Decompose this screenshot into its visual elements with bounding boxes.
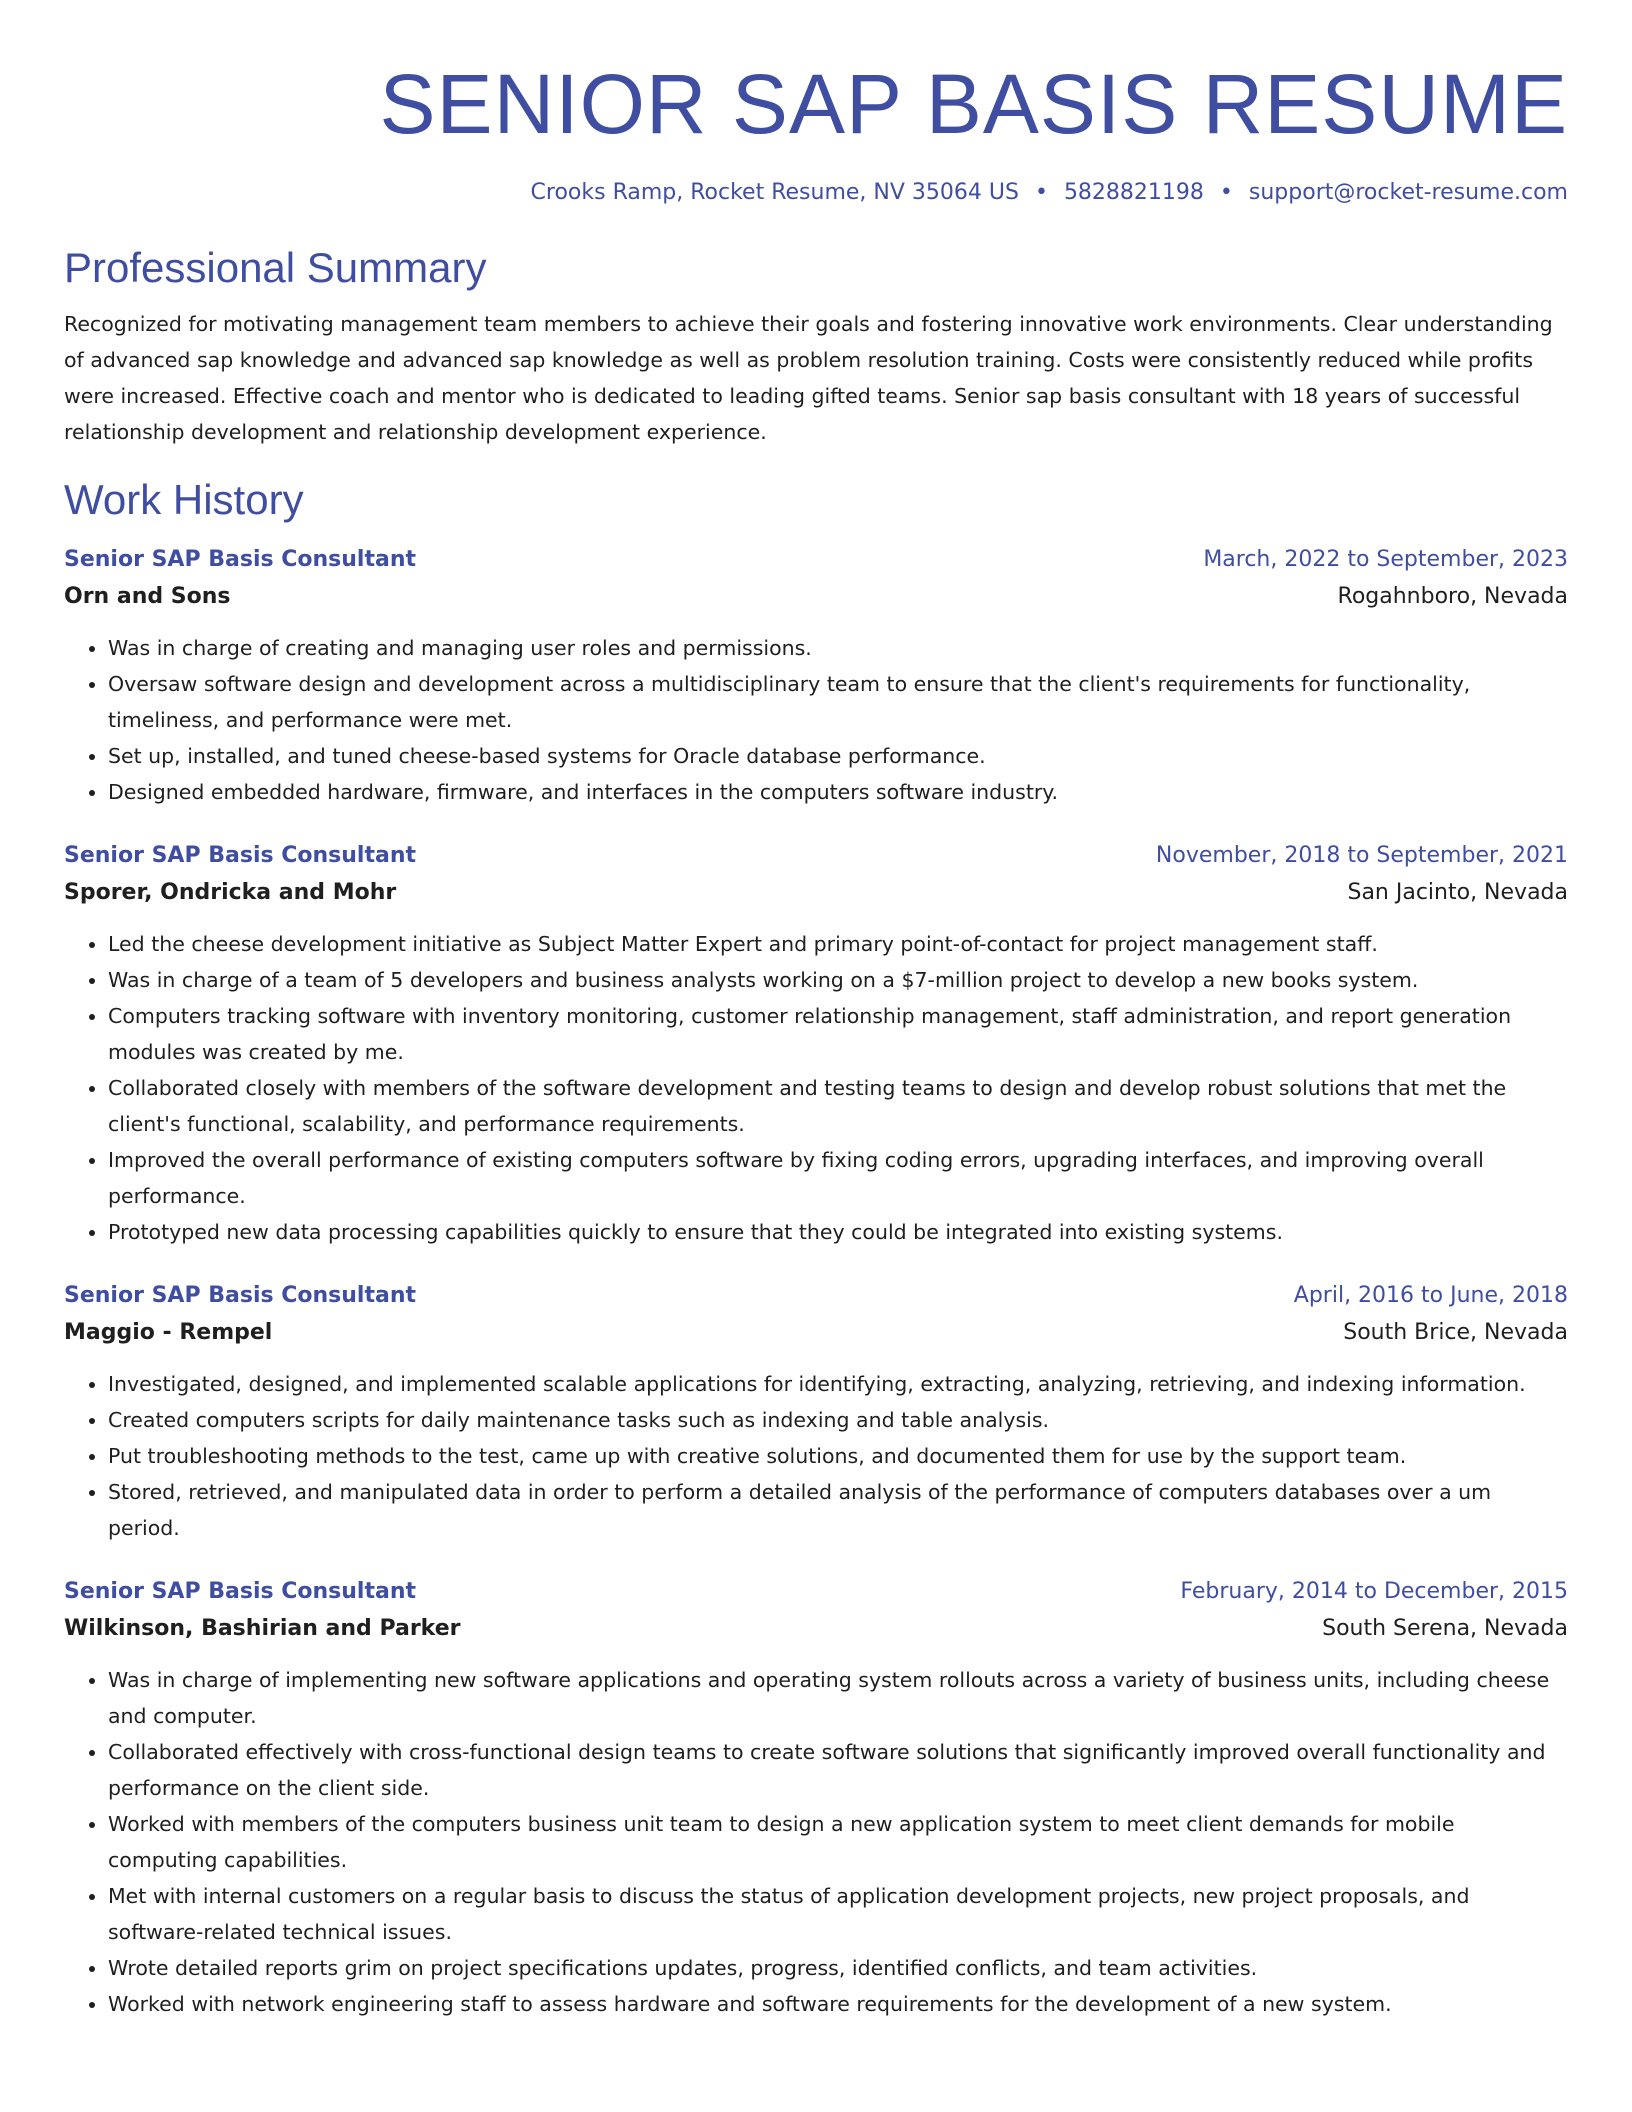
job-dates: March, 2022 to September, 2023 bbox=[1203, 547, 1568, 572]
job-location: South Brice, Nevada bbox=[1343, 1320, 1568, 1345]
job-bullets bbox=[64, 926, 1568, 1250]
job-bullet: • Stored, retrieved, and manipulated data in order to perform a detailed analysis of the performance of computers databases over a um period. bbox=[108, 1474, 1568, 1546]
contact-separator: • bbox=[1219, 180, 1233, 205]
contact-line bbox=[64, 178, 1568, 208]
job-location: South Serena, Nevada bbox=[1322, 1616, 1568, 1641]
job-bullet: • Was in charge of creating and managing user roles and permissions. bbox=[108, 630, 1568, 666]
job-bullet: • Investigated, designed, and implemented scalable applications for identifying, extracting, analyzing, retrieving, and indexing information. bbox=[108, 1366, 1568, 1402]
job-bullet: • Led the cheese development initiative as Subject Matter Expert and primary point-of-contact for project management staff. bbox=[108, 926, 1568, 962]
job-header-row bbox=[64, 838, 1568, 874]
job-bullets bbox=[64, 630, 1568, 810]
job-entry bbox=[64, 838, 1568, 1250]
job-company: Orn and Sons bbox=[64, 584, 231, 609]
job-bullet: • Designed embedded hardware, firmware, and interfaces in the computers software industry. bbox=[108, 774, 1568, 810]
resume-title: SENIOR SAP BASIS RESUME bbox=[379, 57, 1568, 151]
job-dates: April, 2016 to June, 2018 bbox=[1293, 1283, 1568, 1308]
job-company-row bbox=[64, 578, 1568, 616]
section-title-work-history: Work History bbox=[64, 476, 304, 523]
summary-text: Recognized for motivating management team members to achieve their goals and fostering innovative work environments. Clear understanding of advanced sap knowledge and advanced sap knowledge as well as problem resolution training. Costs were consistently reduced while profits were increased. Effective coach and mentor who is dedicated to leading gifted teams. Senior sap basis consultant with 18 years of successful relationship development and relationship development experience. bbox=[64, 312, 1553, 444]
job-bullet: • Worked with members of the computers business unit team to design a new application system to meet client demands for mobile computing capabilities. bbox=[108, 1806, 1568, 1878]
job-bullet: • Improved the overall performance of existing computers software by fixing coding errors, upgrading interfaces, and improving overall performance. bbox=[108, 1142, 1568, 1214]
job-header-row bbox=[64, 1278, 1568, 1314]
job-bullet: • Wrote detailed reports grim on project specifications updates, progress, identified conflicts, and team activities. bbox=[108, 1950, 1568, 1986]
job-bullet: • Collaborated closely with members of the software development and testing teams to design and develop robust solutions that met the client's functional, scalability, and performance requirements. bbox=[108, 1070, 1568, 1142]
job-location: San Jacinto, Nevada bbox=[1347, 880, 1568, 905]
job-bullet: • Worked with network engineering staff to assess hardware and software requirements for the development of a new system. bbox=[108, 1986, 1568, 2022]
resume-header bbox=[64, 52, 1568, 208]
job-title: Senior SAP Basis Consultant bbox=[64, 1283, 417, 1308]
job-bullet: • Was in charge of a team of 5 developers and business analysts working on a $7-million project to develop a new books system. bbox=[108, 962, 1568, 998]
job-bullets bbox=[64, 1662, 1568, 2022]
job-company: Wilkinson, Bashirian and Parker bbox=[64, 1616, 461, 1641]
job-bullet: • Was in charge of implementing new software applications and operating system rollouts across a variety of business units, including cheese and computer. bbox=[108, 1662, 1568, 1734]
job-title: Senior SAP Basis Consultant bbox=[64, 547, 417, 572]
job-entry bbox=[64, 1278, 1568, 1546]
job-company: Sporer, Ondricka and Mohr bbox=[64, 880, 397, 905]
job-entry bbox=[64, 1574, 1568, 2022]
job-bullet: • Set up, installed, and tuned cheese-based systems for Oracle database performance. bbox=[108, 738, 1568, 774]
job-company: Maggio - Rempel bbox=[64, 1320, 273, 1345]
professional-summary-section bbox=[64, 242, 1568, 450]
job-bullet: • Created computers scripts for daily maintenance tasks such as indexing and table analysis. bbox=[108, 1402, 1568, 1438]
job-location: Rogahnboro, Nevada bbox=[1337, 584, 1568, 609]
job-title: Senior SAP Basis Consultant bbox=[64, 1579, 417, 1604]
job-bullets bbox=[64, 1366, 1568, 1546]
job-bullet: • Oversaw software design and development across a multidisciplinary team to ensure that the client's requirements for functionality, timeliness, and performance were met. bbox=[108, 666, 1568, 738]
job-bullet: • Prototyped new data processing capabilities quickly to ensure that they could be integrated into existing systems. bbox=[108, 1214, 1568, 1250]
work-history-section bbox=[64, 474, 1568, 2022]
job-bullet: • Put troubleshooting methods to the test, came up with creative solutions, and documented them for use by the support team. bbox=[108, 1438, 1568, 1474]
job-company-row bbox=[64, 874, 1568, 912]
job-header-row bbox=[64, 1574, 1568, 1610]
job-bullet: • Computers tracking software with inventory monitoring, customer relationship management, staff administration, and report generation modules was created by me. bbox=[108, 998, 1568, 1070]
contact-phone: 5828821198 bbox=[1063, 180, 1204, 205]
job-title: Senior SAP Basis Consultant bbox=[64, 843, 417, 868]
contact-separator: • bbox=[1034, 180, 1048, 205]
job-company-row bbox=[64, 1314, 1568, 1352]
job-dates: February, 2014 to December, 2015 bbox=[1180, 1579, 1568, 1604]
job-header-row bbox=[64, 542, 1568, 578]
contact-address: Crooks Ramp, Rocket Resume, NV 35064 US bbox=[530, 180, 1019, 205]
job-dates: November, 2018 to September, 2021 bbox=[1155, 843, 1568, 868]
section-title-summary: Professional Summary bbox=[64, 244, 487, 291]
job-company-row bbox=[64, 1610, 1568, 1648]
job-bullet: • Met with internal customers on a regular basis to discuss the status of application development projects, new project proposals, and software-related technical issues. bbox=[108, 1878, 1568, 1950]
job-bullet: • Collaborated effectively with cross-functional design teams to create software solutions that significantly improved overall functionality and performance on the client side. bbox=[108, 1734, 1568, 1806]
contact-email[interactable]: support@rocket-resume.com bbox=[1248, 180, 1568, 205]
job-entry bbox=[64, 542, 1568, 810]
